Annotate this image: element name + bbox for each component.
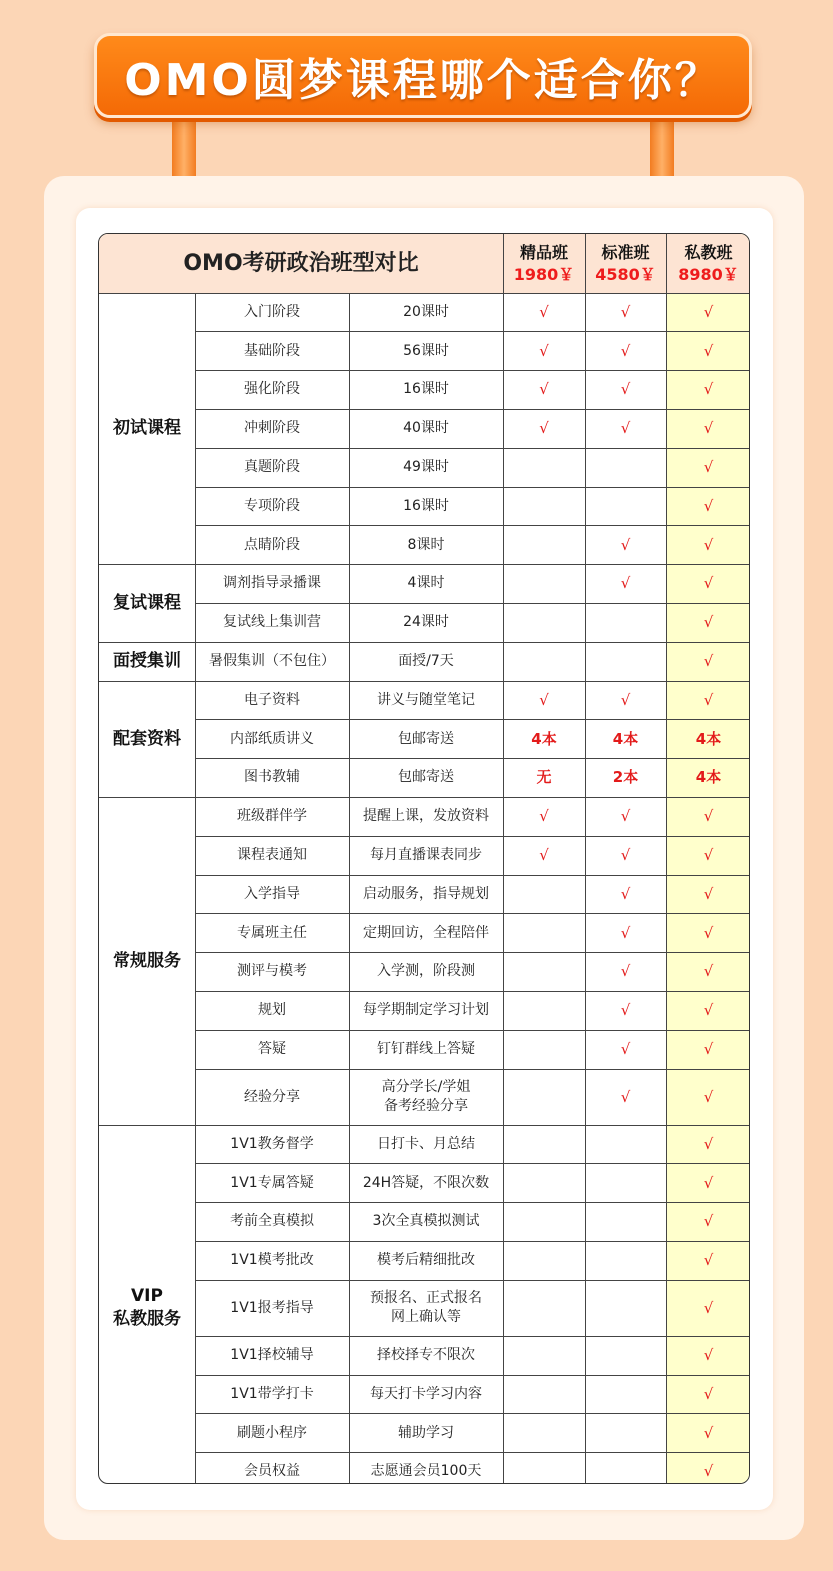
grid-line-vertical [503, 234, 504, 1484]
check-mark: √ [620, 341, 631, 360]
row-description: 辅助学习 [398, 1424, 454, 1441]
check-mark: √ [539, 341, 549, 360]
row-item: 答疑 [258, 1041, 286, 1058]
check-mark: √ [703, 1346, 714, 1365]
row-item: 1V1报考指导 [230, 1299, 314, 1316]
row-item: 真题阶段 [244, 459, 300, 476]
grid-line-horizontal [195, 875, 750, 876]
value-badge [503, 603, 585, 642]
banner-post-right [650, 118, 674, 180]
value-badge [585, 1203, 666, 1242]
grid-line-horizontal [195, 1336, 750, 1337]
row-description: 提醒上课，发放资料 [363, 808, 489, 825]
value-badge: 4本 [695, 768, 722, 787]
check-mark: √ [703, 380, 714, 399]
row-item: 1V1教务督学 [230, 1135, 314, 1152]
check-mark: √ [703, 1384, 714, 1403]
check-mark: √ [703, 419, 714, 438]
value-badge [503, 1125, 585, 1164]
value-badge: 4本 [531, 729, 557, 748]
grid-line-horizontal [195, 758, 750, 759]
value-badge [503, 1375, 585, 1414]
check-mark: √ [703, 1251, 714, 1270]
value-badge [585, 642, 666, 681]
value-badge [503, 487, 585, 526]
value-badge [503, 1069, 585, 1125]
category-label: VIP 私教服务 [113, 1286, 181, 1330]
row-item: 测评与模考 [237, 963, 307, 980]
grid-line-vertical [195, 681, 196, 797]
value-badge [585, 1280, 666, 1336]
grid-line-vertical [195, 1125, 196, 1484]
check-mark: √ [539, 302, 549, 321]
grid-line-horizontal [195, 525, 750, 526]
check-mark: √ [703, 923, 714, 942]
grid-line-horizontal [195, 719, 750, 720]
plan-price: 1980￥ [513, 264, 575, 284]
check-mark: √ [539, 807, 549, 826]
value-badge [503, 875, 585, 914]
value-badge [503, 1030, 585, 1069]
grid-line-horizontal [99, 681, 750, 682]
row-description: 日打卡、月总结 [377, 1135, 475, 1152]
value-badge [503, 914, 585, 953]
row-item: 点睛阶段 [244, 536, 300, 553]
value-badge: 4本 [612, 729, 639, 748]
check-mark: √ [620, 535, 631, 554]
row-description: 40课时 [403, 420, 449, 437]
row-item: 复试线上集训营 [223, 614, 321, 631]
row-description: 每月直播课表同步 [370, 847, 482, 864]
plan-header-3 [666, 234, 750, 293]
check-mark: √ [703, 652, 714, 671]
row-description: 讲义与随堂笔记 [377, 691, 475, 708]
grid-line-horizontal [195, 952, 750, 953]
grid-line-vertical [349, 681, 350, 797]
grid-line-vertical [195, 642, 196, 681]
value-badge [503, 1336, 585, 1375]
category-label: 常规服务 [113, 950, 181, 971]
check-mark: √ [620, 962, 631, 981]
row-item: 图书教辅 [244, 769, 300, 786]
grid-line-vertical [349, 797, 350, 1125]
row-description: 启动服务，指导规划 [363, 885, 489, 902]
grid-line-horizontal [195, 913, 750, 914]
row-description: 包邮寄送 [398, 769, 454, 786]
check-mark: √ [703, 496, 714, 515]
check-mark: √ [620, 1040, 631, 1059]
value-badge: 无 [536, 768, 552, 787]
value-badge: 2本 [612, 768, 639, 787]
check-mark: √ [703, 458, 714, 477]
grid-line-horizontal [99, 1125, 750, 1126]
grid-line-horizontal [195, 603, 750, 604]
banner [94, 33, 752, 118]
grid-line-horizontal [195, 836, 750, 837]
check-mark: √ [539, 380, 549, 399]
grid-line-horizontal [195, 1069, 750, 1070]
row-description: 56课时 [403, 342, 449, 359]
value-badge [503, 1453, 585, 1484]
check-mark: √ [703, 690, 714, 709]
check-mark: √ [703, 613, 714, 632]
grid-line-horizontal [195, 487, 750, 488]
check-mark: √ [703, 1462, 714, 1481]
row-description: 择校择专不限次 [377, 1347, 475, 1364]
row-description: 8课时 [407, 536, 445, 553]
row-item: 刷题小程序 [237, 1424, 307, 1441]
row-item: 入门阶段 [244, 303, 300, 320]
row-item: 基础阶段 [244, 342, 300, 359]
plan-name: 私教班 [684, 242, 733, 262]
row-description: 每学期制定学习计划 [363, 1002, 489, 1019]
value-badge [585, 1375, 666, 1414]
row-description: 面授/7天 [398, 653, 454, 670]
value-badge [585, 487, 666, 526]
comparison-table [98, 233, 750, 1484]
grid-line-horizontal [99, 293, 750, 294]
check-mark: √ [703, 846, 714, 865]
value-badge [503, 1241, 585, 1280]
check-mark: √ [539, 690, 549, 709]
row-description: 志愿通会员100天 [370, 1463, 482, 1480]
row-item: 专属班主任 [237, 924, 307, 941]
category-label: 配套资料 [113, 728, 181, 749]
grid-line-horizontal [195, 1202, 750, 1203]
row-description: 包邮寄送 [398, 730, 454, 747]
row-item: 1V1模考批改 [230, 1252, 314, 1269]
check-mark: √ [703, 962, 714, 981]
row-item: 暑假集训（不包住） [209, 653, 335, 670]
check-mark: √ [620, 1001, 631, 1020]
check-mark: √ [620, 923, 631, 942]
value-badge [503, 642, 585, 681]
grid-line-vertical [195, 293, 196, 565]
value-badge: 4本 [695, 729, 722, 748]
grid-line-horizontal [195, 1241, 750, 1242]
value-badge [585, 1125, 666, 1164]
grid-line-horizontal [195, 1375, 750, 1376]
check-mark: √ [703, 884, 714, 903]
grid-line-horizontal [195, 448, 750, 449]
check-mark: √ [703, 574, 714, 593]
check-mark: √ [703, 341, 714, 360]
grid-line-horizontal [195, 991, 750, 992]
check-mark: √ [703, 1173, 714, 1192]
plan-header-2 [585, 234, 666, 293]
grid-line-horizontal [195, 1030, 750, 1031]
row-description: 24H答疑，不限次数 [362, 1174, 490, 1191]
grid-line-vertical [195, 565, 196, 643]
grid-line-horizontal [195, 1452, 750, 1453]
row-item: 专项阶段 [244, 497, 300, 514]
check-mark: √ [703, 1134, 714, 1153]
value-badge [503, 565, 585, 604]
value-badge [585, 1164, 666, 1203]
grid-line-vertical [349, 565, 350, 643]
grid-line-horizontal [195, 1280, 750, 1281]
value-badge [585, 1241, 666, 1280]
plan-price: 8980￥ [678, 264, 739, 284]
check-mark: √ [703, 1423, 714, 1442]
row-description: 20课时 [403, 303, 449, 320]
row-item: 课程表通知 [237, 847, 307, 864]
grid-line-horizontal [195, 409, 750, 410]
banner-post-left [172, 118, 196, 180]
check-mark: √ [703, 535, 714, 554]
row-item: 规划 [258, 1002, 286, 1019]
check-mark: √ [703, 1001, 714, 1020]
check-mark: √ [620, 419, 631, 438]
check-mark: √ [703, 302, 714, 321]
row-description: 模考后精细批改 [377, 1252, 475, 1269]
row-item: 内部纸质讲义 [230, 730, 314, 747]
value-badge [585, 1336, 666, 1375]
table-title: OMO考研政治班型对比 [183, 251, 419, 276]
value-badge [585, 1453, 666, 1484]
check-mark: √ [703, 1087, 714, 1106]
value-badge [585, 1414, 666, 1453]
row-description: 49课时 [403, 459, 449, 476]
row-description: 每天打卡学习内容 [370, 1385, 482, 1402]
grid-line-horizontal [195, 370, 750, 371]
check-mark: √ [703, 1212, 714, 1231]
check-mark: √ [620, 1087, 631, 1106]
value-badge [503, 526, 585, 565]
check-mark: √ [539, 419, 549, 438]
row-item: 电子资料 [244, 691, 300, 708]
value-badge [585, 603, 666, 642]
value-badge [503, 1280, 585, 1336]
row-item: 调剂指导录播课 [223, 575, 321, 592]
category-label: 复试课程 [113, 592, 181, 613]
check-mark: √ [703, 807, 714, 826]
grid-line-horizontal [195, 1163, 750, 1164]
row-item: 强化阶段 [244, 381, 300, 398]
row-description: 高分学长/学姐 备考经验分享 [381, 1079, 471, 1114]
grid-line-vertical [195, 797, 196, 1125]
grid-line-vertical [666, 234, 667, 1484]
banner-title: OMO圆梦课程哪个适合你？ [124, 54, 722, 106]
value-badge [503, 1164, 585, 1203]
row-description: 钉钉群线上答疑 [377, 1041, 475, 1058]
value-badge [585, 448, 666, 487]
value-badge [503, 991, 585, 1030]
row-description: 预报名、正式报名 网上确认等 [370, 1290, 482, 1326]
row-description: 3次全真模拟测试 [372, 1213, 480, 1230]
check-mark: √ [539, 846, 549, 865]
row-description: 16课时 [403, 381, 449, 398]
grid-line-horizontal [195, 331, 750, 332]
grid-line-vertical [349, 1125, 350, 1484]
plan-name: 精品班 [519, 242, 568, 262]
row-description: 入学测，阶段测 [377, 963, 475, 980]
row-item: 经验分享 [244, 1088, 300, 1105]
value-badge [503, 1414, 585, 1453]
row-description: 16课时 [403, 497, 449, 514]
value-badge [503, 1203, 585, 1242]
grid-line-vertical [349, 642, 350, 681]
check-mark: √ [620, 574, 631, 593]
value-badge [503, 953, 585, 992]
row-item: 1V1择校辅导 [230, 1347, 314, 1364]
row-item: 入学指导 [244, 885, 300, 902]
row-item: 会员权益 [244, 1463, 300, 1480]
row-item: 冲刺阶段 [244, 420, 300, 437]
check-mark: √ [620, 302, 631, 321]
plan-header-1 [503, 234, 585, 293]
grid-line-horizontal [99, 797, 750, 798]
check-mark: √ [620, 807, 631, 826]
check-mark: √ [620, 884, 631, 903]
row-description: 24课时 [403, 614, 449, 631]
check-mark: √ [703, 1298, 714, 1317]
grid-line-horizontal [99, 642, 750, 643]
row-description: 4课时 [407, 575, 445, 592]
category-label: 面授集训 [113, 651, 181, 672]
check-mark: √ [620, 846, 631, 865]
grid-line-vertical [349, 293, 350, 565]
value-badge [503, 448, 585, 487]
grid-line-vertical [585, 234, 586, 1484]
check-mark: √ [620, 690, 631, 709]
row-item: 1V1带学打卡 [230, 1385, 314, 1402]
row-description: 定期回访，全程陪伴 [363, 924, 489, 941]
check-mark: √ [620, 380, 631, 399]
check-mark: √ [703, 1040, 714, 1059]
row-item: 考前全真模拟 [230, 1213, 314, 1230]
grid-line-horizontal [99, 564, 750, 565]
plan-name: 标准班 [601, 242, 650, 262]
row-item: 班级群伴学 [237, 808, 307, 825]
plan-price: 4580￥ [595, 264, 656, 284]
category-label: 初试课程 [113, 418, 181, 439]
grid-line-horizontal [195, 1413, 750, 1414]
row-item: 1V1专属答疑 [230, 1174, 314, 1191]
